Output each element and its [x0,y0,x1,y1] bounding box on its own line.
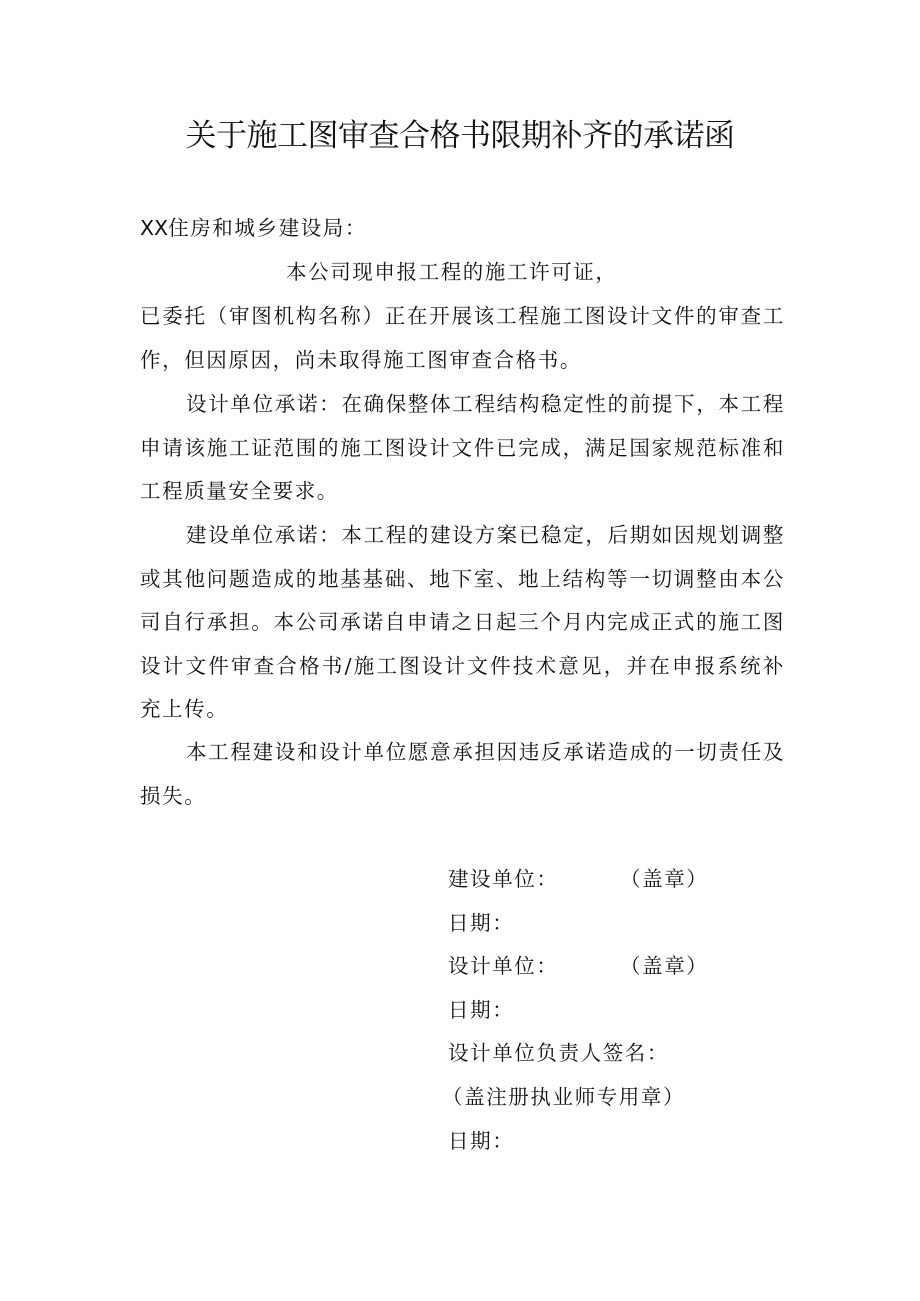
date-label: 日期： [448,997,515,1022]
paragraph-joint-liability: 本工程建设和设计单位愿意承担因违反承诺造成的一切责任及损失。 [140,740,785,808]
design-head-signature-label: 设计单位负责人签名： [448,1041,669,1066]
paragraph-1-first-line: 本公司现申报工程的施工许可证， [286,260,618,284]
signature-block [442,858,709,1163]
engineer-seal-note: （盖注册执业师专用章） [442,1084,686,1109]
date-line-3 [448,1120,685,1164]
salutation-prefix: XX [140,216,169,240]
date-line-1 [448,902,685,946]
construction-unit-seal-note: （盖章） [620,867,709,891]
design-head-signature-line [448,1032,685,1076]
salutation [140,207,785,251]
salutation-text: 住房和城乡建设局： [168,216,367,240]
design-unit-seal-note: （盖章） [620,954,709,979]
date-line-2 [448,989,685,1033]
design-unit-label: 设计单位： [448,954,559,979]
paragraph-construction-unit-commitment: 建设单位承诺：本工程的建设方案已稳定，后期如因规划调整或其他问题造成的地基基础、地下室、地上结构等一切调整由本公司自行承担。本公司承诺自申请之日起三个月内完成正式的施工图设计文件审查合格书/施工图设计文件技术意见，并在申报系统补充上传。 [140,523,785,722]
construction-unit-label: 建设单位： [448,867,559,891]
paragraph-1-continuation: 已委托（审图机构名称）正在开展该工程施工图设计文件的审查工作，但因原因，尚未取得施工图审查合格书。 [140,304,785,372]
date-label: 日期： [448,1128,515,1153]
design-unit-line [448,945,709,989]
construction-unit-line [448,858,709,902]
paragraph-design-unit-commitment: 设计单位承诺：在确保整体工程结构稳定性的前提下，本工程申请该施工证范围的施工图设计文件已完成，满足国家规范标准和工程质量安全要求。 [140,392,785,504]
engineer-seal-line [442,1076,686,1120]
document-title: 关于施工图审查合格书限期补齐的承诺函 [185,118,735,154]
date-label: 日期： [448,910,515,935]
